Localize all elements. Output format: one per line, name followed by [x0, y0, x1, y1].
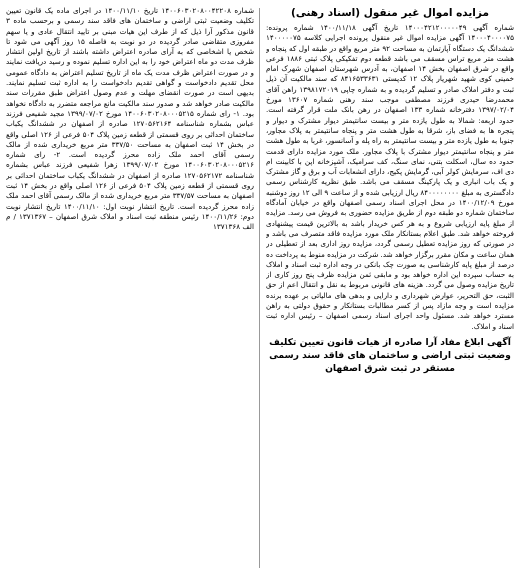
registration-notice-column — [6, 6, 254, 570]
column-divider — [259, 8, 260, 568]
auction-notice-column — [266, 6, 514, 570]
auction-notice-body: شماره آگهی ۱۴۰۰۰۴۲۱۲۰۰۰۰۰۴۹ تاریخ آگهی ۱۴۰۰/۱۱/۱۸ شماره پرونده: ۱۴۰۰۰۴۰۰۰۰۷۵ آگهی مزایده اموال غیر منقول پرونده اجرایی کلاسه ۱۴۰۰۰۰۰۷۵ ششدانگ یک دستگاه آپارتمان به مساحت ۹۲ متر مربع واقع در طبقه اول که پنجاه و هشت متر مربع تراس مسقف می باشد قطعه دوم تفکیکی پلاک ثبتی ۱۸۸۶ فرعی واقع در شرق اصفهان بخش ۱۴ اصفهان، به آدرس شهرستان اصفهان شهرک امام خمینی کوی شهید شهریار پلاک ۱۲ کدپستی ۸۴۱۶۵۳۳۶۳۱ که سند مالکیت آن ذیل ثبت و دفتر املاک صادر و تسلیم گردیده و به شماره چاپی ۱۳۹۸۱۷۲۰۱۹ راهن آقای محمدرضا حیدری فرزند مصطفی موجب سند رهنی شماره ۱۳۶۰۷ مورخ ۱۳۹۷/۰۲/۰۴ دفترخانه شماره ۱۳۳ اصفهان در رهن بانک ملت قرار گرفته است. حدود اربعه: شمالا به طول یازده متر و بیست سانتیمتر دیوار مشترک و دیوار و پنجره ها به فضای باز، شرقا به طول هشت متر و پنجاه سانتیمتر به پلاک مجاور، جنوبا به طول یازده متر و بیست سانتیمتر به راه پله و آسانسور، غربا به طول هشت متر و پنجاه سانتیمتر دیوار مشترک با پلاک مجاور. ملک مورد مزایده دارای قدمت حدود ده سال، اسکلت بتنی، نمای سنگ، کف سرامیک، آشپزخانه اپن با کابینت ام دی اف، سرمایش کولر آبی، گرمایش پکیج، دارای انشعابات آب و برق و گاز مشترک و یک باب انباری و یک پارکینگ مسقف می باشد. طبق نظریه کارشناس رسمی دادگستری به مبلغ ۸۴۰۰۰۰۰۰۰۰ ریال ارزیابی شده و از ساعت ۹ الی ۱۲ روز دوشنبه مورخ ۱۴۰۰/۱۲/۰۹ در محل اجرای اسناد رسمی اصفهان واقع در خیابان آمادگاه ساختمان شماره دو طبقه دوم از طریق مزایده حضوری به فروش می رسد. مزایده از مبلغ پایه ارزیابی شروع و به هر کس خریدار باشد به بالاترین قیمت پیشنهادی فروخته خواهد شد. طبق اعلام بستانکار ملک مورد مزایده فاقد متصرف می باشد و در صورتی که روز مزایده تعطیل رسمی گردد، مزایده روز اداری بعد از تعطیلی در همان ساعت و مکان مقرر برگزار خواهد شد. شرکت در مزایده منوط به پرداخت ده درصد از مبلغ پایه کارشناسی به صورت چک بانکی در وجه اداره ثبت اسناد و املاک به حساب سپرده این اداره خواهد بود و مابقی ثمن مزایده ظرف پنج روز کاری از تاریخ مزایده وصول می گردد. هزینه های قانونی مربوط به نقل و انتقال اعم از حق الثبت، حق التحریر، عوارض شهرداری و دارایی و بدهی های مالیاتی بر عهده برنده مزایده است و وجه مازاد پس از کسر مطالبات بستانکار و حقوق دولتی به راهن مسترد خواهد شد. مسئول واحد اجرای اسناد رسمی اصفهان – رئیس اداره ثبت اسناد و املاک. — [266, 23, 514, 331]
registration-notice-body: شماره ۱۴۰۰۶۰۳۰۲۰۸۰۰۴۲۲۰۸ تاریخ ۱۴۰۰/۱۱/۱۰ در اجرای ماده یک قانون تعیین تکلیف وضعیت ثبتی اراضی و ساختمان های فاقد سند رسمی و برحسب ماده ۳ قانون مذکور آرا ذیل که از طرف این هیات مبنی بر تایید انتقال عادی و یا سهم مفروزی متقاضی صادر گردیده در دو نوبت به فاصله ۱۵ روز آگهی می شود تا شخص یا اشخاصی که به آرای صادره اعتراض داشته باشند از تاریخ اولین انتشار ظرف مدت دو ماه اعتراض خود را به این اداره تسلیم نموده و رسید دریافت نمایند و در صورت اعتراض ظرف مدت یک ماه از تاریخ تسلیم اعتراض به دادگاه عمومی محل تقدیم دادخواست و گواهی تقدیم دادخواست را به اداره ثبت تسلیم نمایند. بدیهی است در صورت انقضای مهلت و عدم وصول اعتراض طبق مقررات سند مالکیت صادر خواهد شد و صدور سند مالکیت مانع مراجعه متضرر به دادگاه نخواهد بود. ۱- رای شماره ۱۴۰۰۶۰۳۰۲۰۸۰۰۰۵۲۱۵ مورخ ۱۳۹۹/۰۷/۰۲ مجید شفیعی فرزند عباس بشماره شناسنامه ۱۲۷۰۵۶۲۱۶۴ صادره از اصفهان در ششدانگ یکباب ساختمان احداثی بر روی قسمتی از قطعه زمین پلاک ۵۰۴ فرعی از ۱۲۶ اصلی واقع در بخش ۱۴ ثبت اصفهان به مساحت ۳۳۷/۵۰ متر مربع خریداری شده از مالک رسمی آقای احمد ملک زاده محرز گردیده است. ۲- رای شماره ۱۴۰۰۶۰۳۰۲۰۸۰۰۰۵۲۱۶ مورخ ۱۳۹۹/۰۷/۰۲ زهرا شفیعی فرزند عباس بشماره شناسنامه ۱۲۷۰۵۶۲۱۷۲ صادره از اصفهان در ششدانگ یکباب ساختمان احداثی بر روی قسمتی از قطعه زمین پلاک ۵۰۴ فرعی از ۱۲۶ اصلی واقع در بخش ۱۴ ثبت اصفهان به مساحت ۳۳۷/۵۷ متر مربع خریداری شده از مالک رسمی آقای احمد ملک زاده محرز گردیده است. تاریخ انتشار نوبت اول: ۱۴۰۰/۱۱/۱۰ تاریخ انتشار نوبت دوم: ۱۴۰۰/۱۱/۲۶ رئیس منطقه ثبت اسناد و املاک شرق اصفهان – ۱۳۷۱۳۶۷ / م الف ۱۳۷۱۳۶۸ — [6, 6, 254, 232]
auction-notice-title: مزایده اموال غیر منقول (اسناد رهنی) — [291, 7, 489, 19]
registration-notice-title: آگهی ابلاغ مفاد آرا صادره از هیات قانون تعیین تکلیف وضعیت ثبتی اراضی و ساختمان های فاقد سند رسمی مستقر در ثبت شرق اصفهان — [269, 336, 511, 374]
